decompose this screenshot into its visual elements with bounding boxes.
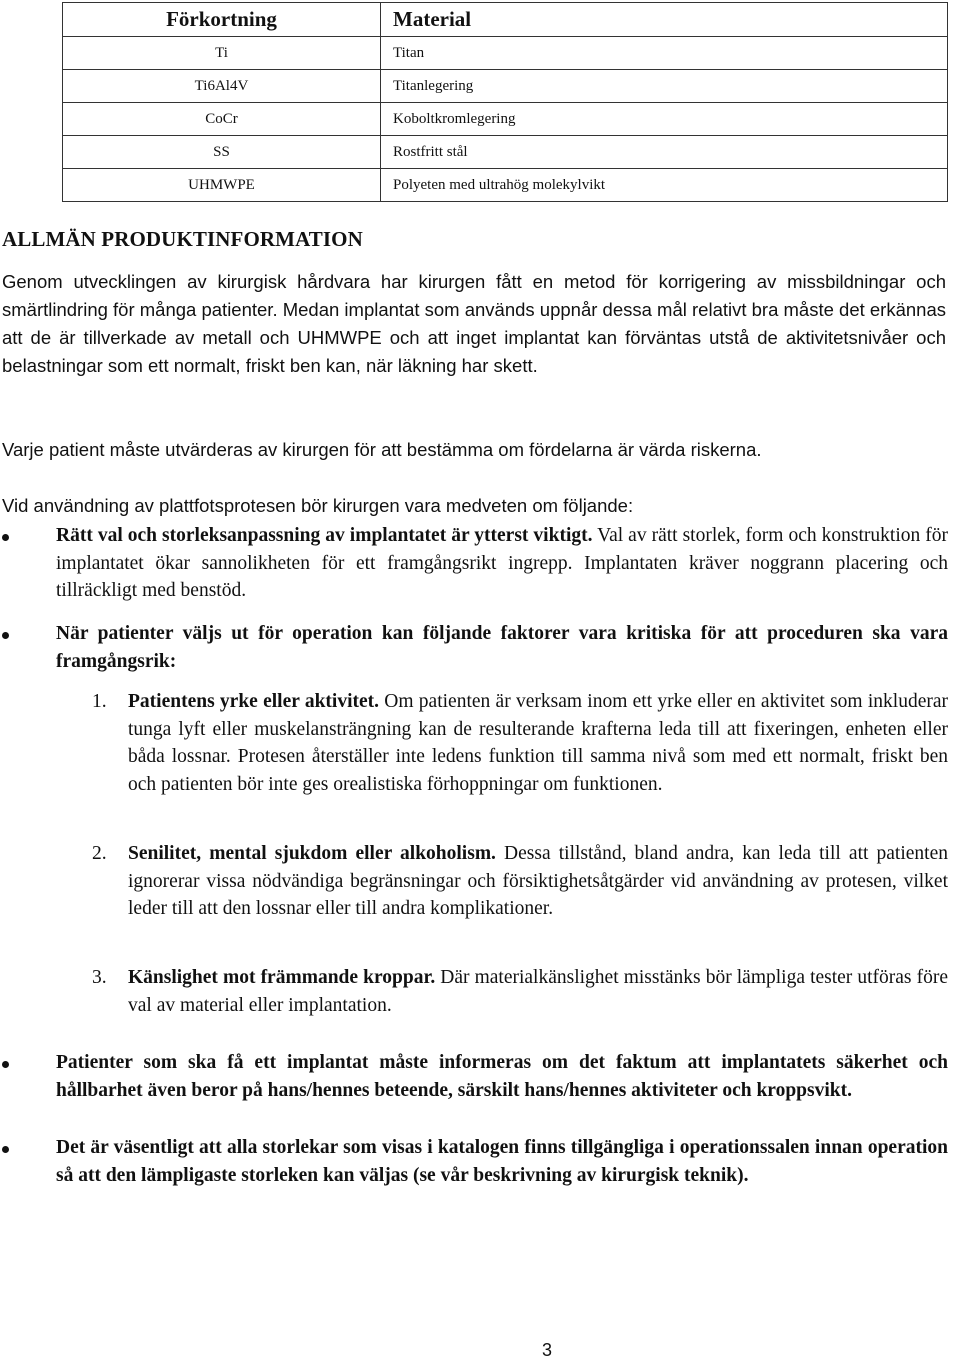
table-cell-material: Koboltkromlegering — [381, 103, 948, 136]
column-header-material: Material — [381, 3, 948, 37]
bullet-icon — [2, 632, 9, 639]
table-row — [63, 169, 948, 202]
bullet-bold-text: Det är väsentligt att alla storlekar som visas i katalogen finns tillgängliga i operationssalen innan operation så att den lämpligaste storleken kan väljas (se vår beskrivning av kirurgisk teknik). — [56, 1137, 948, 1186]
bullet-icon — [2, 1146, 9, 1153]
bullet-bold-text: När patienter väljs ut för operation kan följande faktorer vara kritiska för att proceduren ska vara framgångsrik: — [56, 623, 948, 672]
section-heading: ALLMÄN PRODUKTINFORMATION — [2, 227, 363, 251]
item-body-text: Där materialkänslighet misstänks bör lämpliga tester utföras före val av material eller implantation. — [128, 967, 948, 1016]
table-header-row — [63, 3, 948, 37]
table-row — [63, 70, 948, 103]
bullet-text — [56, 522, 948, 605]
table-cell-material: Titanlegering — [381, 70, 948, 103]
item-body-text: Dessa tillstånd, bland andra, kan leda till att patienten ignorerar vissa nödvändiga begränsningar och försiktighetsåtgärder vid användning av protesen, vilket leder till att den lossnar eller till andra komplikationer. — [128, 843, 948, 919]
item-text — [128, 688, 948, 798]
bullet-body-text: Val av rätt storlek, form och konstruktion för implantatet ökar sannolikheten för ett framgångsrikt ingrepp. Implantaten kräver noggrann placering och tillräckligt med benstöd. — [56, 525, 948, 601]
bullet-icon — [2, 534, 9, 541]
bullet-text — [56, 620, 948, 675]
page-number: 3 — [541, 1340, 552, 1360]
table-row — [63, 103, 948, 136]
item-text — [128, 840, 948, 923]
intro-paragraph: Genom utvecklingen av kirurgisk hårdvara har kirurgen fått en metod för korrigering av missbildningar och smärtlindring för många patienter. Medan implantat som används uppnår dessa mål relativt bra måste det erkännas att de är tillverkade av metall och UHMWPE och att inget implantat kan förväntas utstå de aktivitetsnivåer och belastningar som ett normalt, friskt ben kan, när läkning har skett. — [2, 271, 946, 376]
table-cell-abbreviation: Ti — [63, 37, 381, 70]
evaluation-paragraph: Varje patient måste utvärderas av kirurgen för att bestämma om fördelarna är värda riskerna. — [2, 439, 762, 460]
bullet-icon — [2, 1061, 9, 1068]
abbreviation-table — [62, 2, 948, 202]
item-body-text: Om patienten är verksam inom ett yrke eller en aktivitet som inkluderar tunga lyft eller muskelansträngning kan de resulterande krafterna leda till att fixeringen, enheten eller båda lossnar. Protesen återställer inte ledens funktion till samma nivå som med ett normalt, friskt ben och patienten bör inte ges orealistiska förhoppningar om funktionen. — [128, 691, 948, 795]
bullet-bold-text: Patienter som ska få ett implantat måste informeras om det faktum att implantatets säkerhet och hållbarhet även beror på hans/hennes beteende, särskilt hans/hennes aktiviteter och kroppsvikt. — [56, 1052, 948, 1101]
column-header-abbreviation: Förkortning — [63, 3, 381, 37]
table-cell-material: Titan — [381, 37, 948, 70]
table-cell-abbreviation: UHMWPE — [63, 169, 381, 202]
awareness-paragraph: Vid användning av plattfotsprotesen bör kirurgen vara medveten om följande: — [2, 495, 634, 516]
bullet-bold-text: Rätt val och storleksanpassning av implantatet är ytterst viktigt. — [56, 525, 593, 546]
item-number: 1. — [92, 691, 107, 712]
table-cell-material: Rostfritt stål — [381, 136, 948, 169]
table-cell-abbreviation: Ti6Al4V — [63, 70, 381, 103]
table-row — [63, 37, 948, 70]
item-bold-text: Patientens yrke eller aktivitet. — [128, 691, 380, 712]
bullet-text — [56, 1134, 948, 1189]
item-bold-text: Senilitet, mental sjukdom eller alkoholism. — [128, 843, 496, 864]
table-cell-material: Polyeten med ultrahög molekylvikt — [381, 169, 948, 202]
item-number: 2. — [92, 843, 107, 864]
table-row — [63, 136, 948, 169]
table-cell-abbreviation: SS — [63, 136, 381, 169]
bullet-text — [56, 1049, 948, 1104]
item-number: 3. — [92, 967, 107, 988]
item-text — [128, 964, 948, 1019]
table-cell-abbreviation: CoCr — [63, 103, 381, 136]
item-bold-text: Känslighet mot främmande kroppar. — [128, 967, 436, 988]
